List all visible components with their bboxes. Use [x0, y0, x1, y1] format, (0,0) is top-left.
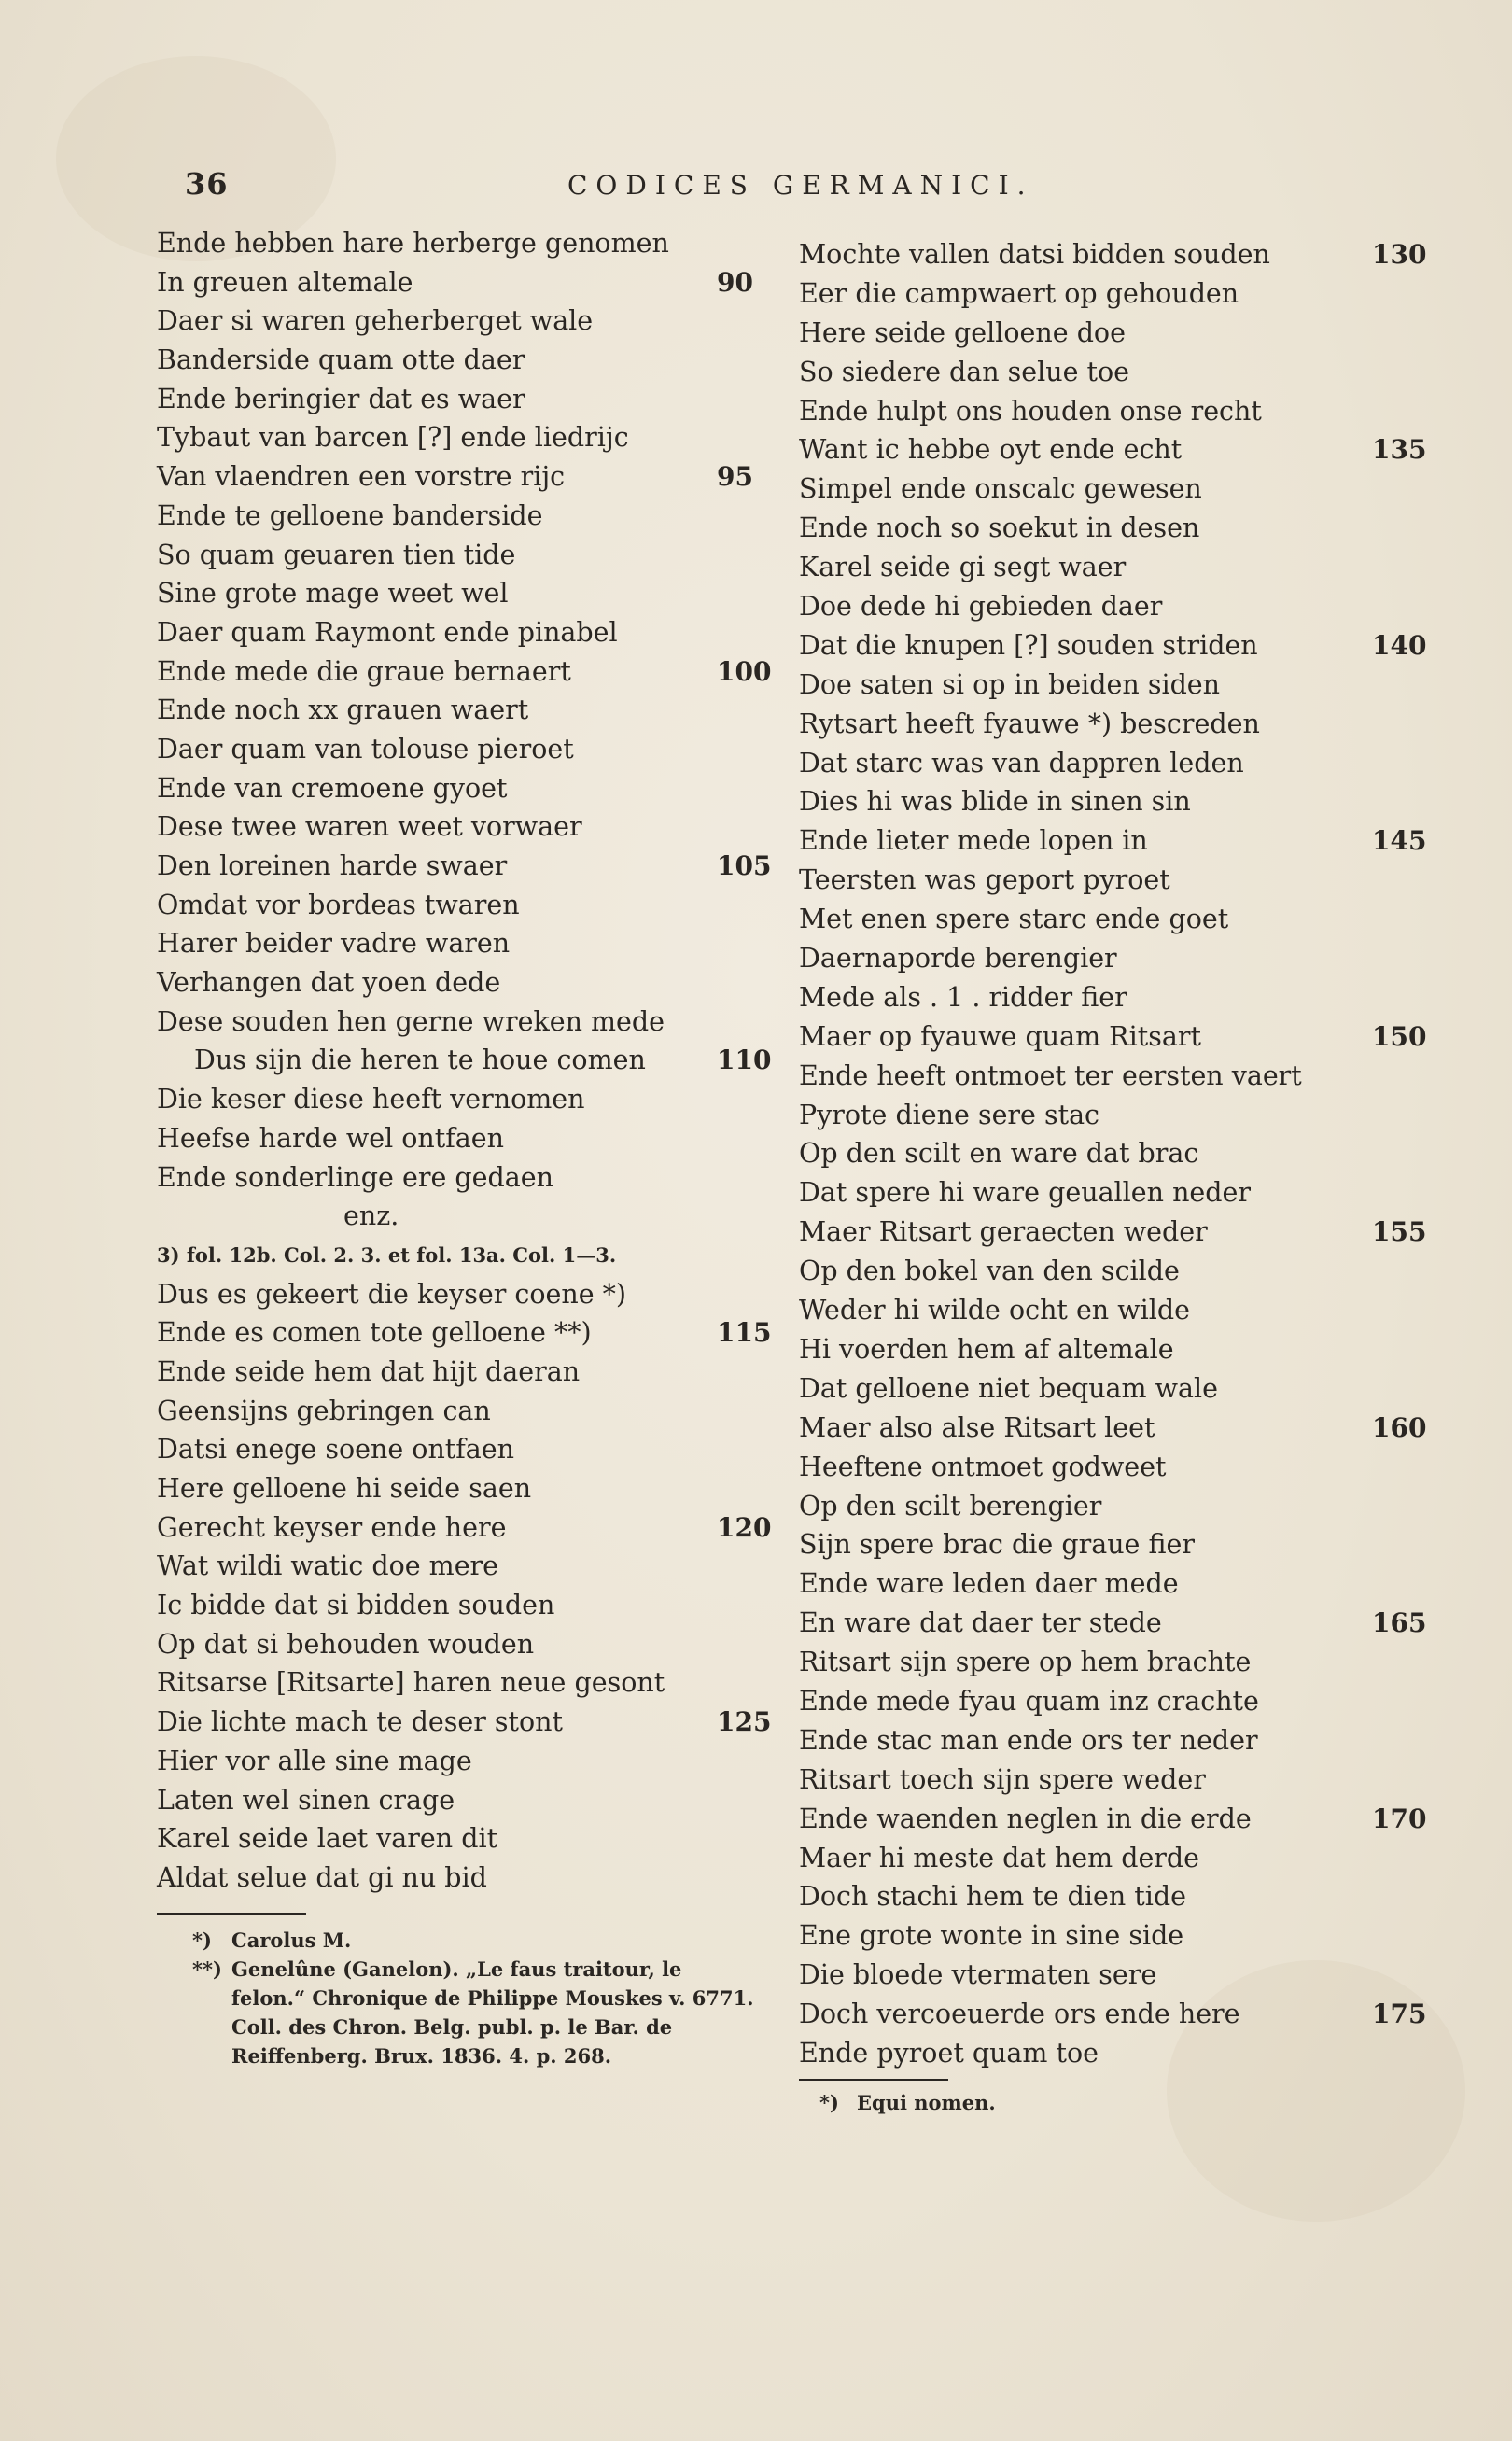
verse-line	[157, 457, 791, 497]
footnote	[157, 1955, 791, 2070]
verse-line	[799, 1291, 1396, 1330]
footnote-text: Equi nomen.	[857, 2090, 996, 2114]
verse-text: Omdat vor bordeas twaren	[157, 889, 520, 920]
verse-line	[157, 730, 791, 769]
verse-text: Den loreinen harde swaer	[157, 850, 508, 881]
verse-line	[799, 705, 1396, 744]
verse-text: Maer also alse Ritsart leet	[799, 1411, 1155, 1443]
line-number: 110	[717, 1045, 772, 1076]
verse-text: Dat gelloene niet bequam wale	[799, 1372, 1219, 1404]
page-number: 36	[185, 166, 229, 202]
verse-line	[799, 1213, 1427, 1252]
verse-line	[157, 1703, 791, 1742]
verse-text: Die keser diese heeft vernomen	[157, 1084, 585, 1115]
footnote-rule	[799, 2079, 948, 2081]
verse-text: Sijn spere brac die graue fier	[799, 1529, 1195, 1561]
verse-text: Daer si waren geherberget wale	[157, 305, 594, 337]
verse-line	[157, 1781, 791, 1820]
verse-text: Doch vercoeuerde ors ende here	[799, 1999, 1240, 2030]
verse-text: Dat die knupen [?] souden striden	[799, 629, 1258, 661]
verse-text: Ende waenden neglen in die erde	[799, 1803, 1252, 1834]
verse-line	[157, 1508, 791, 1548]
verse-line	[799, 1995, 1427, 2034]
verse-line	[157, 886, 791, 925]
verse-line	[799, 1369, 1396, 1409]
verse-text: Daernaporde berengier	[799, 943, 1117, 975]
verse-text: Karel seide laet varen dit	[157, 1823, 498, 1855]
verse-line	[157, 1547, 791, 1586]
verse-text: Ende heeft ontmoet ter eersten vaert	[799, 1059, 1302, 1091]
right-footnotes	[799, 2088, 1396, 2117]
verse-text: Ende sonderlinge ere gedaen	[157, 1161, 553, 1193]
verse-text: Ende ware leden daer mede	[799, 1568, 1179, 1600]
verse-line	[799, 235, 1427, 274]
verse-text: Karel seide gi segt waer	[799, 552, 1127, 583]
verse-text: Van vlaendren een vorstre rijc	[157, 461, 566, 493]
verse-text: Ende lieter mede lopen in	[799, 825, 1148, 857]
verse-text: Die bloede vtermaten sere	[799, 1959, 1157, 1991]
verse-line	[799, 353, 1396, 392]
verse-text: Ritsart sijn spere op hem brachte	[799, 1647, 1252, 1678]
verse-line	[799, 587, 1396, 626]
verse-text: Ende hebben hare herberge genomen	[157, 228, 669, 259]
verse-line	[799, 1525, 1396, 1564]
right-column	[799, 235, 1427, 2117]
verse-line	[799, 782, 1396, 821]
verse-line	[157, 1119, 791, 1158]
verse-text: Maer hi meste dat hem derde	[799, 1842, 1200, 1873]
verse-text: Ende pyroet quam toe	[799, 2037, 1099, 2069]
verse-text: Ende mede fyau quam inz crachte	[799, 1685, 1259, 1717]
verse-line	[157, 1275, 791, 1314]
verse-line	[157, 1586, 791, 1625]
verse-line	[157, 691, 791, 730]
verse-line	[157, 1625, 791, 1664]
footnote-mark: *)	[819, 2090, 839, 2114]
left-column	[157, 224, 791, 2070]
verse-text: Op den bokel van den scilde	[799, 1256, 1180, 1287]
line-number: 140	[1372, 629, 1427, 661]
verse-line	[799, 1604, 1427, 1643]
verse-text: Op dat si behouden wouden	[157, 1628, 535, 1660]
verse-text: Sine grote mage weet wel	[157, 578, 509, 610]
verse-text: Heeftene ontmoet godweet	[799, 1451, 1167, 1482]
verse-line	[799, 1877, 1396, 1916]
verse-text: En ware dat daer ter stede	[799, 1607, 1162, 1639]
source-note: 3) fol. 12b. Col. 2. 3. et fol. 13a. Col. 1—3.	[157, 1242, 617, 1267]
verse-line	[799, 744, 1396, 783]
line-number: 160	[1372, 1411, 1427, 1443]
verse-text: Doch stachi hem te dien tide	[799, 1881, 1186, 1913]
verse-line	[799, 1916, 1396, 1956]
verse-text: Daer quam Raymont ende pinabel	[157, 616, 618, 648]
footnote-rule	[157, 1913, 306, 1915]
footnote	[157, 1926, 791, 1955]
verse-line	[157, 1663, 791, 1703]
verse-text: Rytsart heeft fyauwe *) bescreden	[799, 708, 1260, 739]
verse-line	[157, 1742, 791, 1781]
line-number: 130	[1372, 239, 1427, 270]
verse-line	[799, 1448, 1396, 1487]
line-number: 145	[1372, 825, 1427, 857]
verse-line	[157, 1158, 791, 1198]
verse-line	[157, 1353, 791, 1392]
verse-line	[157, 1041, 791, 1080]
verse-text: Ende mede die graue bernaert	[157, 655, 571, 687]
verse-text: Ende van cremoene gyoet	[157, 772, 508, 804]
verse-text: Want ic hebbe oyt ende echt	[799, 434, 1183, 466]
footnote-text: Genelûne (Ganelon). „Le faus traitour, le felon.“ Chronique de Philippe Mouskes v. 6771. Coll. des Chron. Belg. publ. p. le Bar. de Reiffenberg. Brux. 1836. 4. p. 268.	[231, 1957, 754, 2068]
verse-text: Hi voerden hem af altemale	[799, 1333, 1174, 1365]
verse-line	[799, 470, 1396, 509]
verse-text: Maer Ritsart geraecten weder	[799, 1216, 1208, 1248]
verse-line	[799, 861, 1396, 900]
verse-line	[157, 497, 791, 536]
verse-text: Laten wel sinen crage	[157, 1784, 455, 1816]
line-number: 120	[717, 1511, 772, 1543]
verse-line	[799, 821, 1427, 861]
verse-line	[799, 1761, 1396, 1800]
verse-line	[157, 769, 791, 808]
verse-text: Dat starc was van dappren leden	[799, 747, 1244, 779]
line-number: 105	[717, 850, 772, 881]
verse-line	[799, 1252, 1396, 1291]
line-number: 155	[1372, 1216, 1427, 1248]
verse-line	[799, 1487, 1396, 1526]
verse-text: Ende seide hem dat hijt daeran	[157, 1355, 581, 1387]
verse-line	[799, 626, 1427, 666]
line-number: 90	[717, 266, 753, 298]
verse-text: Datsi enege soene ontfaen	[157, 1434, 515, 1466]
footnote	[799, 2088, 1396, 2117]
verse-line	[799, 1134, 1396, 1173]
verse-text: Ende noch so soekut in desen	[799, 512, 1200, 544]
footnote-mark: *)	[192, 1928, 212, 1952]
footnote-mark: **)	[192, 1957, 222, 1981]
verse-line	[799, 1564, 1396, 1604]
verse-line	[157, 263, 791, 302]
verse-line	[157, 224, 791, 263]
verse-line	[157, 1197, 791, 1236]
verse-line	[799, 509, 1396, 548]
verse-line	[799, 1173, 1396, 1213]
line-number: 165	[1372, 1607, 1427, 1639]
verse-text: Doe dede hi gebieden daer	[799, 591, 1163, 623]
verse-line	[799, 392, 1396, 431]
verse-line	[157, 807, 791, 847]
line-number: 100	[717, 655, 772, 687]
verse-text: Teersten was geport pyroet	[799, 864, 1170, 896]
verse-line	[799, 1643, 1396, 1682]
verse-line	[799, 274, 1396, 314]
line-number: 95	[717, 461, 753, 493]
left-verse-block-2	[157, 1275, 791, 1898]
verse-text: Hier vor alle sine mage	[157, 1745, 472, 1776]
verse-text: enz.	[343, 1200, 399, 1232]
line-number: 125	[717, 1706, 772, 1738]
verse-line	[799, 978, 1396, 1017]
verse-text: Daer quam van tolouse pieroet	[157, 733, 574, 765]
line-number: 135	[1372, 434, 1427, 466]
running-title: CODICES GERMANICI.	[567, 170, 1034, 201]
verse-line	[799, 939, 1396, 978]
verse-line	[157, 847, 791, 886]
verse-line	[157, 613, 791, 652]
verse-text: Ic bidde dat si bidden souden	[157, 1590, 555, 1621]
verse-line	[157, 380, 791, 419]
line-number: 175	[1372, 1999, 1427, 2030]
verse-line	[799, 1057, 1396, 1096]
verse-line	[799, 430, 1427, 470]
verse-text: Ende stac man ende ors ter neder	[799, 1724, 1258, 1756]
verse-text: Ende noch xx grauen waert	[157, 694, 529, 726]
verse-text: Doe saten si op in beiden siden	[799, 668, 1221, 700]
verse-line	[799, 548, 1396, 587]
verse-text: Heefse harde wel ontfaen	[157, 1122, 504, 1154]
line-number: 170	[1372, 1803, 1427, 1834]
verse-text: Maer op fyauwe quam Ritsart	[799, 1020, 1201, 1052]
verse-line	[157, 574, 791, 613]
verse-text: Eer die campwaert op gehouden	[799, 277, 1239, 309]
verse-text: Dese souden hen gerne wreken mede	[157, 1005, 665, 1037]
verse-text: Ende te gelloene banderside	[157, 499, 543, 531]
left-footnotes	[157, 1926, 791, 2070]
verse-text: Tybaut van barcen [?] ende liedrijc	[157, 422, 629, 454]
verse-text: Here seide gelloene doe	[799, 316, 1126, 348]
verse-text: Mede als . 1 . ridder fier	[799, 981, 1127, 1013]
verse-line	[157, 1819, 791, 1859]
verse-text: Geensijns gebringen can	[157, 1395, 491, 1426]
verse-text: Ende es comen tote gelloene **)	[157, 1317, 592, 1349]
verse-text: Here gelloene hi seide saen	[157, 1473, 532, 1504]
verse-line	[799, 1017, 1427, 1057]
verse-text: Op den scilt en ware dat brac	[799, 1138, 1199, 1170]
verse-text: Dus es gekeert die keyser coene *)	[157, 1278, 627, 1310]
verse-text: Weder hi wilde ocht en wilde	[799, 1295, 1190, 1326]
verse-text: Banderside quam otte daer	[157, 344, 525, 376]
verse-line	[799, 666, 1396, 705]
verse-text: Gerecht keyser ende here	[157, 1511, 507, 1543]
right-verse-block	[799, 235, 1427, 2073]
verse-line	[157, 652, 791, 692]
verse-line	[157, 1003, 791, 1042]
verse-line	[799, 900, 1396, 939]
verse-text: In greuen altemale	[157, 266, 413, 298]
verse-line	[799, 1330, 1396, 1369]
verse-line	[157, 1859, 791, 1898]
verse-text: So siedere dan selue toe	[799, 356, 1130, 387]
verse-line	[157, 418, 791, 457]
verse-line	[157, 302, 791, 341]
verse-line	[799, 2034, 1396, 2073]
verse-line	[157, 341, 791, 380]
line-number: 115	[717, 1317, 772, 1349]
verse-line	[799, 1409, 1427, 1448]
verse-line	[799, 1956, 1396, 1995]
verse-text: Die lichte mach te deser stont	[157, 1706, 563, 1738]
verse-line	[799, 314, 1396, 353]
verse-line	[799, 1096, 1396, 1135]
footnote-text: Carolus M.	[231, 1928, 352, 1952]
verse-text: Ritsarse [Ritsarte] haren neue gesont	[157, 1667, 665, 1699]
verse-text: Simpel ende onscalc gewesen	[799, 473, 1202, 505]
verse-text: Pyrote diene sere stac	[799, 1099, 1100, 1130]
line-number: 150	[1372, 1020, 1427, 1052]
left-verse-block-1	[157, 224, 791, 1236]
verse-text: Ende beringier dat es waer	[157, 383, 525, 414]
verse-line	[799, 1721, 1396, 1761]
verse-line	[157, 1313, 791, 1353]
verse-text: Aldat selue dat gi nu bid	[157, 1861, 487, 1893]
verse-text: Ende hulpt ons houden onse recht	[799, 395, 1262, 427]
verse-text: Mochte vallen datsi bidden souden	[799, 239, 1270, 270]
verse-text: Dese twee waren weet vorwaer	[157, 811, 582, 843]
verse-text: Dies hi was blide in sinen sin	[799, 786, 1191, 818]
verse-text: Ene grote wonte in sine side	[799, 1920, 1184, 1952]
verse-text: Wat wildi watic doe mere	[157, 1550, 499, 1582]
verse-line	[799, 1839, 1396, 1878]
verse-line	[157, 1430, 791, 1469]
verse-line	[157, 536, 791, 575]
verse-line	[157, 1469, 791, 1508]
verse-text: So quam geuaren tien tide	[157, 539, 516, 570]
verse-text: Dus sijn die heren te houe comen	[194, 1045, 646, 1076]
verse-line	[157, 963, 791, 1003]
verse-line	[157, 1392, 791, 1431]
verse-line	[157, 924, 791, 963]
verse-text: Harer beider vadre waren	[157, 928, 511, 960]
verse-text: Dat spere hi ware geuallen neder	[799, 1177, 1252, 1209]
verse-line	[799, 1682, 1396, 1721]
verse-text: Op den scilt berengier	[799, 1490, 1102, 1522]
verse-text: Verhangen dat yoen dede	[157, 967, 501, 999]
verse-line	[157, 1080, 791, 1119]
verse-text: Ritsart toech sijn spere weder	[799, 1763, 1206, 1795]
verse-line	[799, 1800, 1427, 1839]
verse-text: Met enen spere starc ende goet	[799, 904, 1229, 935]
